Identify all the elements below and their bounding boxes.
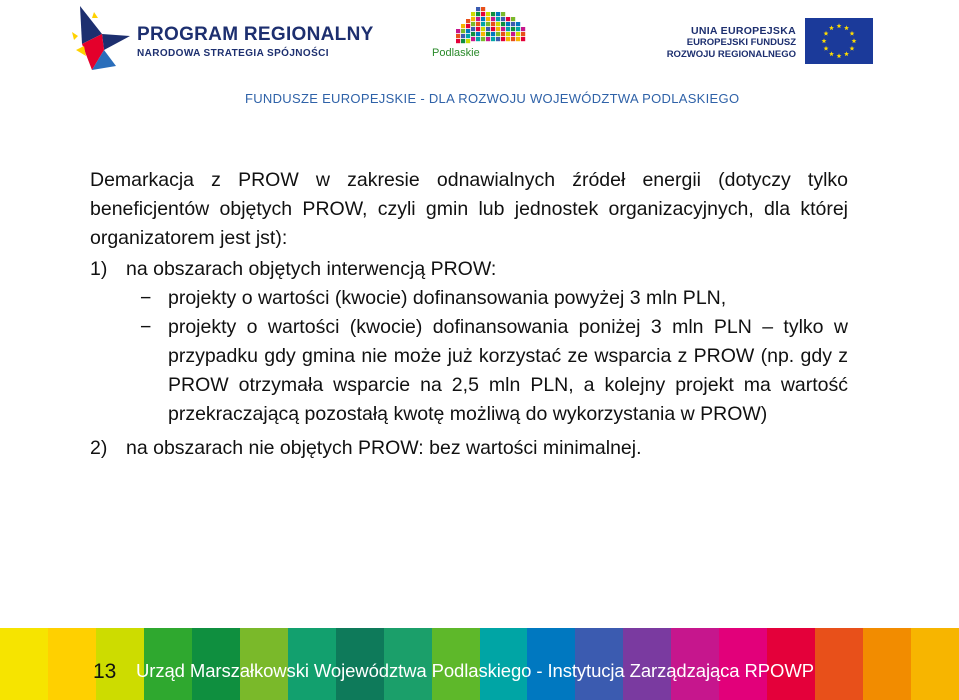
podlaskie-bison-logo-icon bbox=[452, 4, 530, 52]
eu-fund-text bbox=[650, 25, 796, 61]
eu-name: UNIA EUROPEJSKA bbox=[690, 25, 796, 37]
mosaic-tile bbox=[501, 37, 505, 41]
mosaic-tile bbox=[486, 27, 490, 31]
footer-stripe bbox=[815, 628, 863, 700]
mosaic-tile bbox=[506, 17, 510, 21]
mosaic-tile bbox=[491, 32, 495, 36]
mosaic-tile bbox=[491, 27, 495, 31]
mosaic-tile bbox=[501, 17, 505, 21]
dash-bullet: − bbox=[140, 287, 152, 309]
mosaic-tile bbox=[471, 22, 475, 26]
sub-item-text: projekty o wartości (kwocie) dofinansowania poniżej 3 mln PLN – tylko w przypadku gdy gmina nie może już korzystać ze wsparcia z PROW (np. gdy z PROW otrzymała wsparcie na 2,5 mln PLN, a kolejny projekt ma wartość przekraczającą pozostałą kwotę możliwą do wykorzystania w PROW) bbox=[168, 316, 848, 425]
list-item-2 bbox=[90, 434, 848, 463]
eu-fund-name-line2: ROZWOJU REGIONALNEGO bbox=[666, 49, 796, 60]
program-subtitle: NARODOWA STRATEGIA SPÓJNOŚCI bbox=[137, 48, 329, 59]
list-item-1 bbox=[90, 255, 848, 284]
mosaic-tile bbox=[506, 37, 510, 41]
mosaic-tile bbox=[511, 27, 515, 31]
footer-stripe bbox=[0, 628, 48, 700]
footer-stripe bbox=[911, 628, 959, 700]
mosaic-tile bbox=[466, 29, 470, 33]
program-title: PROGRAM REGIONALNY bbox=[137, 24, 374, 45]
mosaic-tile bbox=[511, 32, 515, 36]
mosaic-tile bbox=[516, 37, 520, 41]
footer-institution: Urząd Marszałkowski Województwa Podlaskiego - Instytucja Zarządzająca RPOWP bbox=[136, 660, 814, 681]
mosaic-tile bbox=[516, 22, 520, 26]
mosaic-tile bbox=[476, 17, 480, 21]
mosaic-tile bbox=[466, 19, 470, 23]
mosaic-tile bbox=[521, 27, 525, 31]
mosaic-tile bbox=[486, 32, 490, 36]
sub-item-1 bbox=[140, 284, 848, 313]
mosaic-tile bbox=[471, 17, 475, 21]
mosaic-tile bbox=[481, 17, 485, 21]
footer-stripe bbox=[863, 628, 911, 700]
mosaic-tile bbox=[496, 32, 500, 36]
mosaic-tile bbox=[476, 7, 480, 11]
mosaic-tile bbox=[496, 27, 500, 31]
mosaic-tile bbox=[486, 22, 490, 26]
mosaic-tile bbox=[516, 32, 520, 36]
mosaic-tile bbox=[466, 39, 470, 43]
mosaic-tile bbox=[511, 17, 515, 21]
mosaic-tile bbox=[456, 34, 460, 38]
mosaic-tile bbox=[511, 22, 515, 26]
mosaic-tile bbox=[481, 37, 485, 41]
mosaic-tile bbox=[461, 24, 465, 28]
mosaic-tile bbox=[466, 34, 470, 38]
list-number: 2) bbox=[90, 437, 108, 459]
mosaic-tile bbox=[511, 37, 515, 41]
region-label: Podlaskie bbox=[432, 47, 480, 59]
mosaic-tile bbox=[501, 27, 505, 31]
mosaic-tile bbox=[471, 37, 475, 41]
mosaic-tile bbox=[501, 22, 505, 26]
mosaic-tile bbox=[471, 32, 475, 36]
slide-content bbox=[90, 166, 848, 463]
mosaic-tile bbox=[496, 22, 500, 26]
mosaic-tile bbox=[476, 27, 480, 31]
mosaic-tile bbox=[506, 27, 510, 31]
mosaic-tile bbox=[476, 12, 480, 16]
mosaic-tile bbox=[491, 12, 495, 16]
dash-bullet: − bbox=[140, 316, 152, 338]
mosaic-tile bbox=[471, 12, 475, 16]
mosaic-tile bbox=[486, 37, 490, 41]
mosaic-tile bbox=[521, 37, 525, 41]
page-header bbox=[0, 0, 959, 115]
mosaic-tile bbox=[491, 22, 495, 26]
mosaic-tile bbox=[466, 24, 470, 28]
mosaic-tile bbox=[476, 37, 480, 41]
mosaic-tile bbox=[481, 12, 485, 16]
sub-item-text: projekty o wartości (kwocie) dofinansowania powyżej 3 mln PLN, bbox=[168, 287, 727, 309]
mosaic-tile bbox=[506, 22, 510, 26]
mosaic-tile bbox=[521, 32, 525, 36]
program-regionalny-logo-icon bbox=[72, 6, 132, 72]
mosaic-tile bbox=[501, 12, 505, 16]
page-number: 13 bbox=[93, 660, 117, 683]
funds-tagline: FUNDUSZE EUROPEJSKIE - DLA ROZWOJU WOJEWÓDZTWA PODLASKIEGO bbox=[245, 91, 740, 106]
mosaic-tile bbox=[461, 29, 465, 33]
mosaic-tile bbox=[486, 12, 490, 16]
mosaic-tile bbox=[481, 27, 485, 31]
list-number: 1) bbox=[90, 258, 108, 280]
list-item-text: na obszarach nie objętych PROW: bez wartości minimalnej. bbox=[126, 437, 642, 459]
mosaic-tile bbox=[481, 32, 485, 36]
list-item-text: na obszarach objętych interwencją PROW: bbox=[126, 258, 497, 280]
mosaic-tile bbox=[476, 32, 480, 36]
mosaic-tile bbox=[496, 12, 500, 16]
mosaic-tile bbox=[476, 22, 480, 26]
mosaic-tile bbox=[506, 32, 510, 36]
eu-flag-icon bbox=[805, 18, 873, 64]
mosaic-tile bbox=[496, 17, 500, 21]
mosaic-tile bbox=[516, 27, 520, 31]
eu-fund-name-line1: EUROPEJSKI FUNDUSZ bbox=[686, 37, 796, 48]
intro-paragraph: Demarkacja z PROW w zakresie odnawialnych źródeł energii (dotyczy tylko beneficjentów objętych PROW, czyli gmin lub jednostek organizacyjnych, dla której organizatorem jest jst): bbox=[90, 169, 848, 249]
mosaic-tile bbox=[461, 34, 465, 38]
mosaic-tile bbox=[471, 27, 475, 31]
mosaic-tile bbox=[501, 32, 505, 36]
mosaic-tile bbox=[481, 7, 485, 11]
mosaic-tile bbox=[491, 17, 495, 21]
mosaic-tile bbox=[461, 39, 465, 43]
mosaic-tile bbox=[456, 39, 460, 43]
mosaic-tile bbox=[486, 17, 490, 21]
footer-stripe bbox=[48, 628, 96, 700]
mosaic-tile bbox=[456, 29, 460, 33]
sub-item-2 bbox=[140, 313, 848, 429]
mosaic-tile bbox=[491, 37, 495, 41]
mosaic-tile bbox=[481, 22, 485, 26]
mosaic-tile bbox=[496, 37, 500, 41]
